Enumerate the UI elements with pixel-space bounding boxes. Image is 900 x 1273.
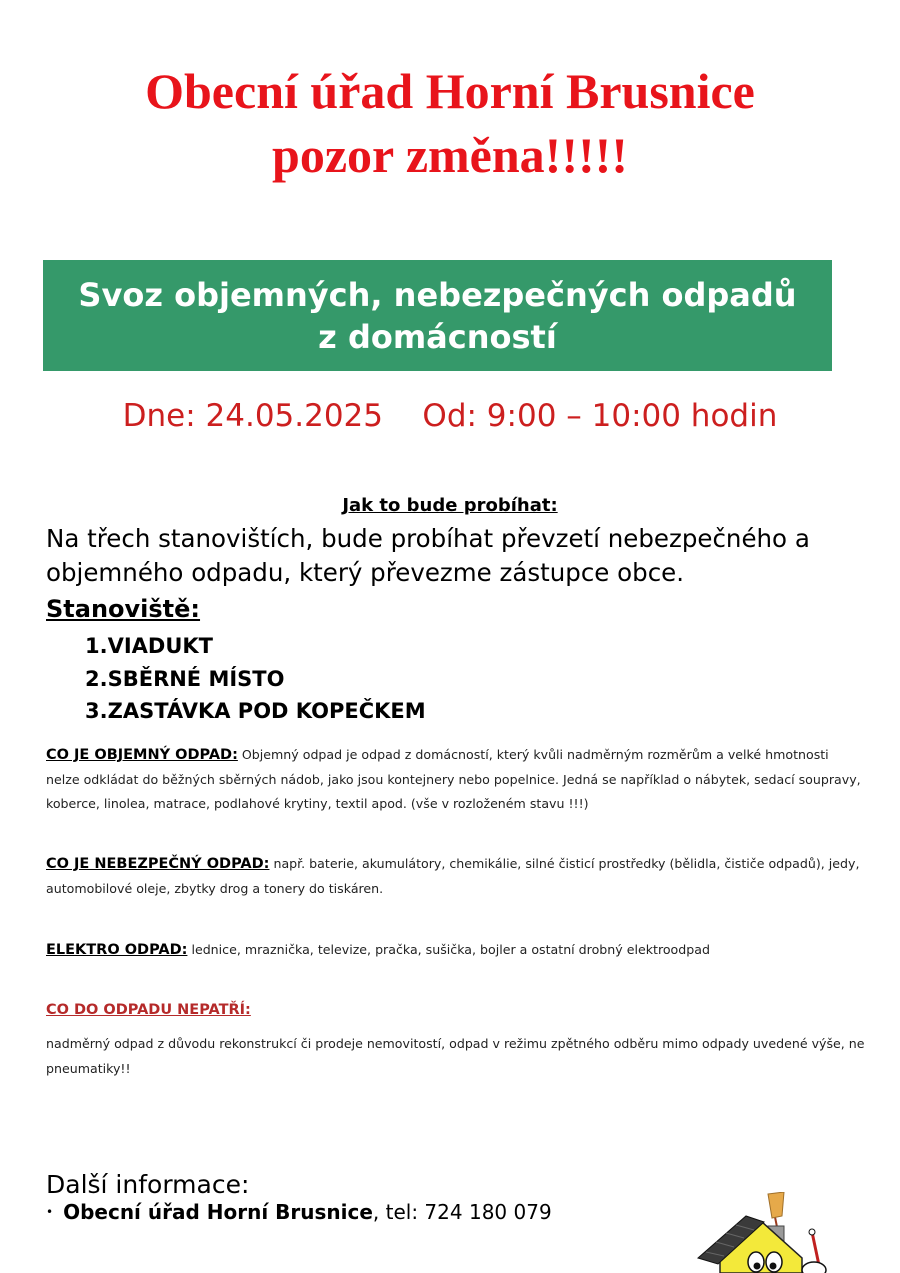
excluded-waste-text: nadměrný odpad z důvodu rekonstrukcí či prodeje nemovitostí, odpad v režimu zpětného odběru mimo odpady uvedené výše, ne pneumatiky!! bbox=[46, 1036, 865, 1076]
hazardous-waste-label: CO JE NEBEZPEČNÝ ODPAD: bbox=[46, 856, 270, 872]
electro-waste-text: lednice, mraznička, televize, pračka, sušička, bojler a ostatní drobný elektroodpad bbox=[187, 942, 710, 957]
stations-heading: Stanoviště: bbox=[46, 595, 201, 623]
broom-head bbox=[768, 1192, 784, 1218]
contact-name: Obecní úřad Horní Brusnice bbox=[63, 1200, 373, 1224]
hazardous-waste-text: např. baterie, akumulátory, chemikálie, silné čisticí prostředky (bělidla, čističe odpadů), jedy, automobilové oleje, zbytky drog a tonery do tiskáren. bbox=[46, 856, 860, 896]
mascot-hand bbox=[802, 1262, 826, 1273]
contact-heading: Další informace: bbox=[46, 1170, 250, 1199]
howto-heading: Jak to bude probíhat: bbox=[342, 495, 558, 516]
banner-line2: z domácností bbox=[318, 318, 557, 356]
bulky-waste-section bbox=[46, 743, 866, 817]
hazardous-waste-section bbox=[46, 852, 866, 901]
event-banner bbox=[43, 260, 832, 371]
banner-line1: Svoz objemných, nebezpečných odpadů bbox=[78, 276, 797, 314]
header-title-line1: Obecní úřad Horní Brusnice bbox=[145, 63, 755, 119]
station-item: 2.SBĚRNÉ MÍSTO bbox=[85, 666, 285, 691]
station-item: 3.ZASTÁVKA POD KOPEČKEM bbox=[85, 699, 426, 723]
howto-intro: Na třech stanovištích, bude probíhat převzetí nebezpečného a objemného odpadu, který převezme zástupce obce. bbox=[46, 524, 810, 587]
header-title-line2: pozor změna!!!!! bbox=[272, 127, 628, 183]
contact-row bbox=[46, 1200, 552, 1224]
bulky-waste-label: CO JE OBJEMNÝ ODPAD: bbox=[46, 747, 238, 763]
house-cleaning-mascot-icon bbox=[690, 1192, 840, 1273]
bulky-waste-text: Objemný odpad je odpad z domácností, který kvůli nadměrným rozměrům a velké hmotnosti nelze odkládat do běžných sběrných nádob, jako jsou kontejnery nebo popelnice. Jedná se například o nábytek, sedací soupravy, koberce, linolea, matrace, podlahové krytiny, textil apod. (vše v rozloženém stavu !!!) bbox=[46, 747, 861, 811]
excluded-waste-label: CO DO ODPADU NEPATŘÍ: bbox=[46, 1002, 251, 1018]
contact-phone: , tel: 724 180 079 bbox=[372, 1200, 552, 1224]
stations-list bbox=[85, 630, 426, 728]
electro-waste-label: ELEKTRO ODPAD: bbox=[46, 942, 188, 958]
bullet-icon: • bbox=[46, 1205, 54, 1219]
station-item: 1.VIADUKT bbox=[85, 634, 213, 658]
date-time-line: Dne: 24.05.2025 Od: 9:00 – 10:00 hodin bbox=[122, 398, 778, 434]
electro-waste-section bbox=[46, 938, 866, 963]
